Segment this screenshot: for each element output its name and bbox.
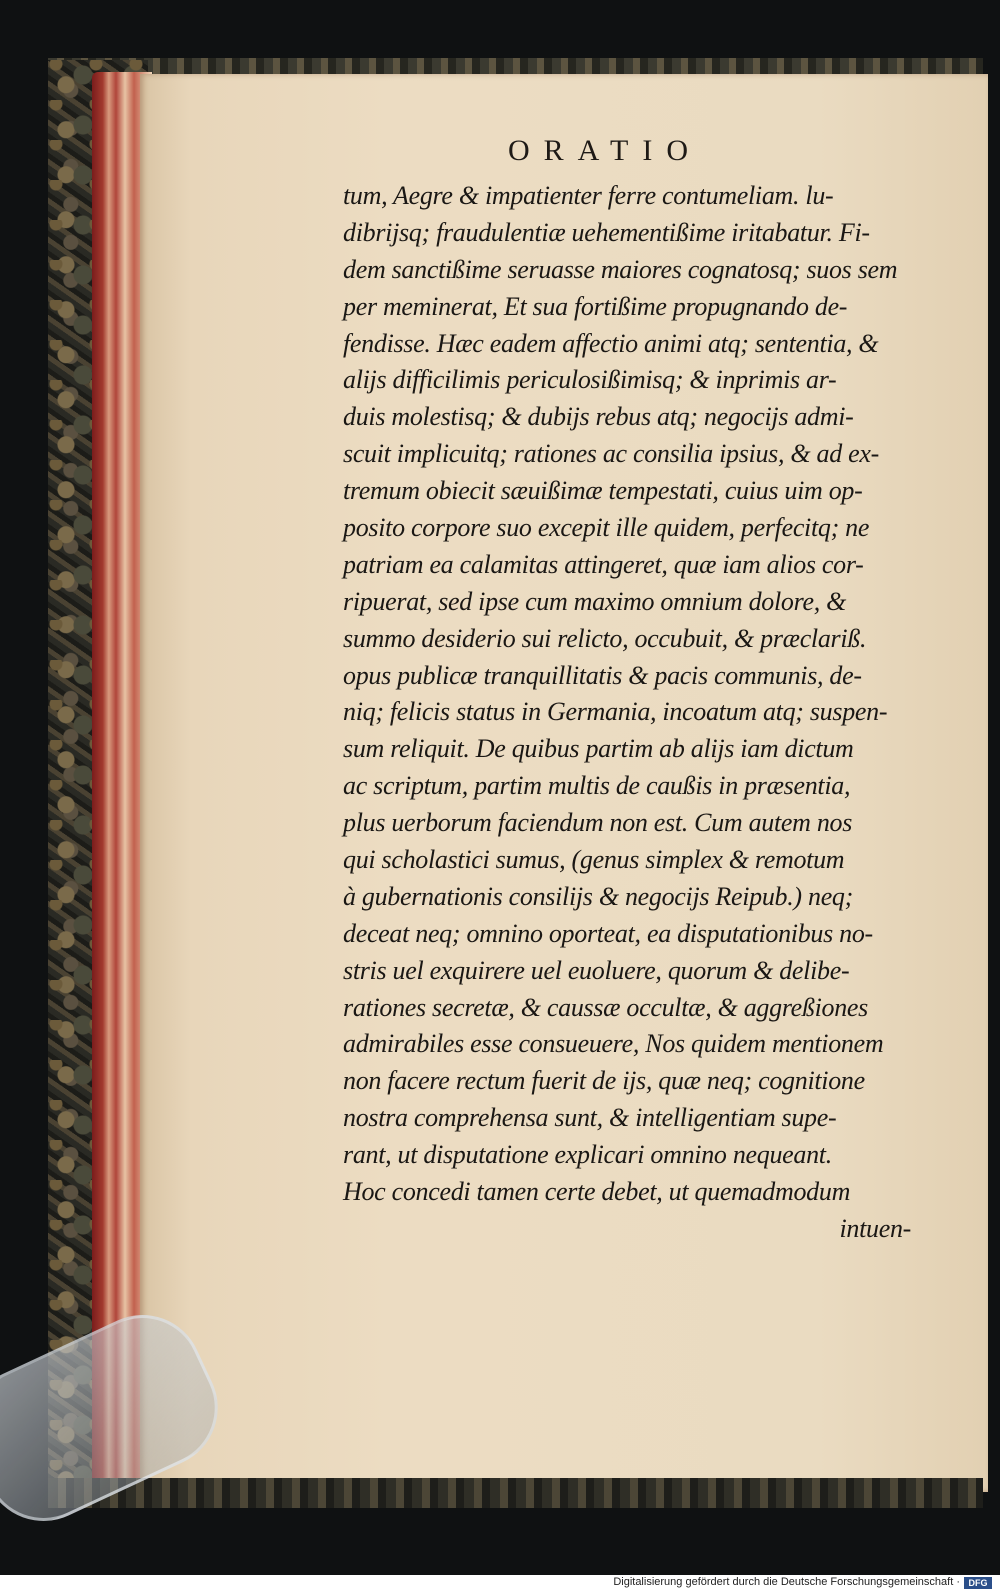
text-line: niq; felicis status in Germania, incoatum atq; suspen- bbox=[343, 697, 888, 727]
text-line: per meminerat, Et sua fortißime propugnando de- bbox=[343, 291, 848, 321]
text-line: ripuerat, sed ipse cum maximo omnium dolore, & bbox=[343, 586, 847, 616]
text-line: Hoc concedi tamen certe debet, ut quemadmodum bbox=[343, 1177, 851, 1207]
text-line: rant, ut disputatione explicari omnino nequeant. bbox=[343, 1140, 832, 1170]
text-line: dibrijsq; fraudulentiæ uehementißime iritabatur. Fi- bbox=[343, 217, 870, 247]
running-head: ORATIO bbox=[508, 134, 702, 167]
text-line: rationes secretæ, & caussæ occultæ, & aggreßiones bbox=[343, 992, 868, 1022]
text-line: fendisse. Hæc eadem affectio animi atq; sententia, & bbox=[343, 328, 879, 358]
text-line: summo desiderio sui relicto, occubuit, & præclariß. bbox=[343, 623, 867, 653]
text-line: tum, Aegre & impatienter ferre contumeliam. lu- bbox=[343, 181, 834, 210]
text-line: deceat neq; omnino oporteat, ea disputationibus no- bbox=[343, 918, 873, 948]
digitization-credit-bar bbox=[0, 1575, 1000, 1591]
text-line: dem sanctißime seruasse maiores cognatosq; suos sem bbox=[343, 254, 898, 284]
text-line: posito corpore suo excepit ille quidem, perfecitq; ne bbox=[343, 513, 870, 543]
text-line: tremum obiecit sæuißimæ tempestati, cuius uim op- bbox=[343, 476, 863, 506]
text-line: à gubernationis consilijs & negocijs Reipub.) neq; bbox=[343, 881, 853, 911]
text-line: nostra comprehensa sunt, & intelligentiam supe- bbox=[343, 1103, 837, 1133]
text-line: opus publicæ tranquillitatis & pacis communis, de- bbox=[343, 660, 862, 690]
dfg-logo: DFG bbox=[964, 1577, 992, 1589]
text-line: patriam ea calamitas attingeret, quæ iam alios cor- bbox=[343, 549, 864, 579]
credit-text: Digitalisierung gefördert durch die Deutsche Forschungsgemeinschaft · bbox=[613, 1576, 960, 1588]
text-line: duis molestisq; & dubijs rebus atq; negocijs admi- bbox=[343, 402, 854, 432]
text-line: stris uel exquirere uel euoluere, quorum & delibe- bbox=[343, 955, 850, 985]
text-line: ac scriptum, partim multis de caußis in præsentia, bbox=[343, 771, 851, 801]
text-line: alijs difficilimis periculosißimisq; & inprimis ar- bbox=[343, 365, 837, 395]
text-line: admirabiles esse consueuere, Nos quidem mentionem bbox=[343, 1029, 884, 1059]
text-block bbox=[343, 178, 923, 1248]
text-line: plus uerborum faciendum non est. Cum autem nos bbox=[343, 808, 853, 838]
text-line: scuit implicuitq; rationes ac consilia ipsius, & ad ex- bbox=[343, 439, 879, 469]
text-line: non facere rectum fuerit de ijs, quæ neq; cognitione bbox=[343, 1066, 865, 1096]
marbled-board-bottom bbox=[48, 1478, 983, 1508]
catchword: intuen- bbox=[839, 1213, 911, 1243]
text-line: sum reliquit. De quibus partim ab alijs iam dictum bbox=[343, 734, 854, 764]
text-line: qui scholastici sumus, (genus simplex & remotum bbox=[343, 845, 845, 875]
